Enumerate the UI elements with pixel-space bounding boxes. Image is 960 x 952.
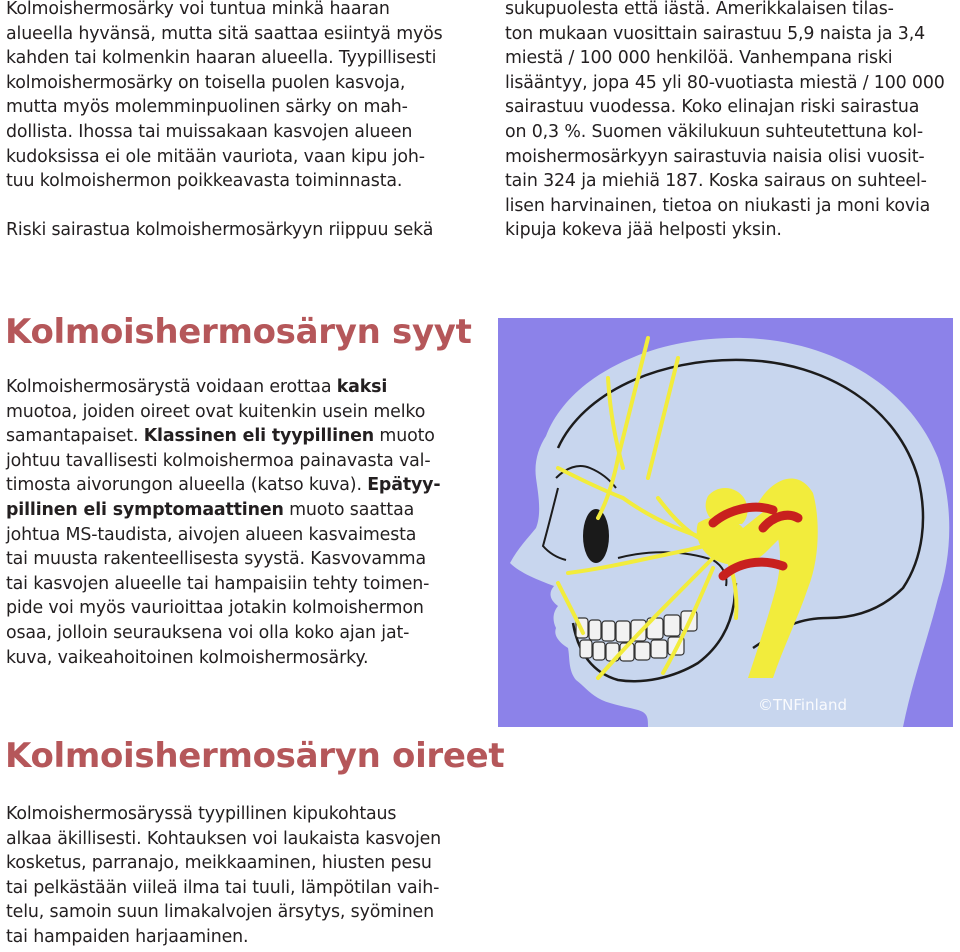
text-line: sukupuolesta että iästä. Amerikkalaisen tilas- [505, 0, 894, 19]
text-line: kipuja kokeva jää helposti yksin. [505, 220, 782, 241]
text-line: tai muusta rakenteellisesta syystä. Kasvovamma [6, 549, 426, 570]
intro-left-paragraph [6, 0, 476, 194]
text-line: Kolmoishermosärky voi tuntua minkä haaran [6, 0, 390, 19]
section-heading-symptoms: Kolmoishermosäryn oireet [5, 736, 505, 776]
text-line: johtua MS-taudista, aivojen alueen kasvaimesta [6, 524, 417, 545]
causes-paragraph [6, 375, 476, 670]
risk-paragraph-start [6, 218, 476, 243]
text-line [6, 473, 476, 498]
text-line: kuva, vaikeahoitoinen kolmoishermosärky. [6, 647, 369, 668]
eye-socket [583, 509, 609, 563]
text-line: telu, samoin suun limakalvojen ärsytys, syöminen [6, 902, 434, 923]
text-line: tai pelkästään viileä ilma tai tuuli, lämpötilan vaih- [6, 877, 440, 898]
text-line: lisääntyy, jopa 45 yli 80-vuotiasta miestä / 100 000 [505, 72, 945, 93]
text-line: kosketus, parranajo, meikkaaminen, hiusten pesu [6, 853, 432, 874]
text-line [6, 498, 476, 523]
text-line: sairastuu vuodessa. Koko elinajan riski sairastua [505, 97, 920, 118]
text-line: moishermosärkyyn sairastuvia naisia olisi vuosit- [505, 146, 925, 167]
text-line: tai hampaiden harjaaminen. [6, 926, 249, 947]
text-line: kolmoishermosärky on toisella puolen kasvoja, [6, 72, 406, 93]
section-heading-causes: Kolmoishermosäryn syyt [5, 312, 472, 352]
text-line: Kolmoishermosäryssä tyypillinen kipukohtaus [6, 804, 397, 824]
text-line: tuu kolmoishermon poikkeavasta toiminnasta. [6, 171, 403, 192]
text-line [6, 375, 476, 400]
symptoms-paragraph [6, 802, 476, 950]
text-run: muoto [374, 426, 435, 447]
symptoms-column [6, 802, 476, 950]
risk-paragraph-continued [505, 0, 957, 243]
intro-left-column [6, 0, 476, 243]
text-line: osaa, jolloin seurauksena voi olla koko ajan jat- [6, 622, 410, 643]
text-line [6, 424, 476, 449]
text-line: mutta myös molemminpuolinen särky on mah- [6, 97, 408, 118]
text-line: pide voi myös vaurioittaa jotakin kolmoishermon [6, 598, 424, 619]
text-line: dollista. Ihossa tai muissakaan kasvojen alueen [6, 121, 413, 142]
intro-right-column [505, 0, 957, 243]
text-line: muotoa, joiden oireet ovat kuitenkin usein melko [6, 401, 426, 422]
trigeminal-nerve-illustration [498, 318, 953, 727]
text-line: on 0,3 %. Suomen väkilukuun suhteutettuna kol- [505, 121, 924, 142]
text-line: tai kasvojen alueelle tai hampaisiin tehty toimen- [6, 573, 430, 594]
text-line: lisen harvinainen, tietoa on niukasti ja moni kovia [505, 195, 931, 216]
text-line: kudoksissa ei ole mitään vauriota, vaan kipu joh- [6, 146, 425, 167]
text-run: muoto saattaa [283, 499, 415, 520]
paragraph-gap [6, 194, 476, 219]
bold-term: kaksi [336, 377, 388, 397]
bold-term: pillinen eli symptomaattinen [6, 499, 284, 520]
watermark: ©TNFinland [758, 696, 847, 714]
text-line: miestä / 100 000 henkilöä. Vanhempana riski [505, 48, 893, 69]
bold-term: Klassinen eli tyypillinen [143, 426, 375, 447]
text-run: samantapaiset. [6, 426, 144, 447]
text-line: johtuu tavallisesti kolmoishermoa painavasta val- [6, 450, 431, 471]
text-line: ton mukaan vuosittain sairastuu 5,9 naista ja 3,4 [505, 23, 926, 44]
text-run: timosta aivorungon alueella (katso kuva). [6, 475, 368, 496]
text-line: alkaa äkillisesti. Kohtauksen voi laukaista kasvojen [6, 828, 442, 849]
text-line: kahden tai kolmenkin haaran alueella. Tyypillisesti [6, 48, 437, 69]
causes-column [6, 375, 476, 670]
text-run: Kolmoishermosärystä voidaan erottaa [6, 377, 337, 397]
text-line: Riski sairastua kolmoishermosärkyyn riippuu sekä [6, 220, 434, 241]
bold-term: Epätyy- [367, 475, 441, 496]
text-line: tain 324 ja miehiä 187. Koska sairaus on suhteel- [505, 171, 927, 192]
text-line: alueella hyvänsä, mutta sitä saattaa esiintyä myös [6, 23, 443, 44]
